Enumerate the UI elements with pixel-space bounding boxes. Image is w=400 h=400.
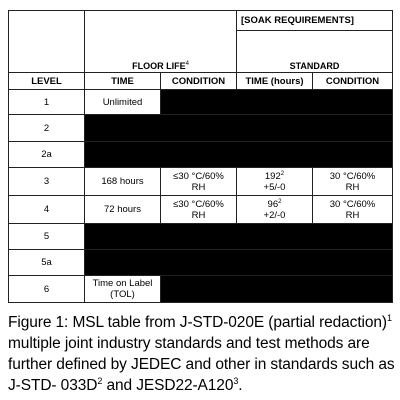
caption-text: . <box>238 377 243 394</box>
redaction-block <box>161 276 393 303</box>
condition-line: 30 °C/60% <box>329 170 376 182</box>
floor-life-header-cell <box>85 11 237 73</box>
level-cell: 5a <box>9 250 85 276</box>
condition-line: 30 °C/60% <box>329 198 376 210</box>
table-row <box>9 115 393 142</box>
floor-life-time-cell: 168 hours <box>85 168 161 196</box>
table-row <box>9 90 393 115</box>
column-header-level: LEVEL <box>9 73 85 90</box>
redaction-block <box>161 90 393 115</box>
column-header-soak-condition: CONDITION <box>313 73 393 90</box>
redaction-block <box>85 250 393 276</box>
redaction-block <box>85 142 393 168</box>
time-line: Time on Label <box>92 278 153 289</box>
level-cell: 6 <box>9 276 85 303</box>
level-cell: 1 <box>9 90 85 115</box>
caption-text: Figure 1: MSL table from J-STD-020E (partial redaction) <box>8 314 387 331</box>
soak-time-footnote: 2 <box>280 170 285 177</box>
level-cell: 4 <box>9 196 85 224</box>
level-cell: 2 <box>9 115 85 142</box>
level-cell: 2a <box>9 142 85 168</box>
soak-time-cell <box>237 168 313 196</box>
caption-footnote: 2 <box>97 375 103 386</box>
table-row <box>9 142 393 168</box>
table-row <box>9 168 393 196</box>
floor-life-condition-cell <box>161 168 237 196</box>
caption-footnote: 3 <box>233 375 239 386</box>
table-header-row <box>9 11 393 31</box>
redaction-block <box>85 224 393 250</box>
level-cell: 5 <box>9 224 85 250</box>
caption-text: multiple joint industry standards and test methods are further defined by JEDEC and other in standards such as J-STD- 033D <box>8 335 395 394</box>
floor-life-time-cell: Unlimited <box>85 90 161 115</box>
soak-time-cell <box>237 196 313 224</box>
table-column-header-row <box>9 73 393 90</box>
soak-condition-cell <box>313 196 393 224</box>
column-header-time-hours: TIME (hours) <box>237 73 313 90</box>
column-header-time: TIME <box>85 73 161 90</box>
msl-table <box>8 10 393 303</box>
level-cell: 3 <box>9 168 85 196</box>
soak-requirements-header-cell <box>237 11 393 31</box>
table-row <box>9 276 393 303</box>
floor-life-footnote: 4 <box>185 60 189 67</box>
soak-time-value: 192 <box>264 170 281 182</box>
table-row <box>9 224 393 250</box>
soak-time-footnote: 2 <box>278 198 282 205</box>
soak-condition-cell <box>313 168 393 196</box>
table-row <box>9 196 393 224</box>
standard-header: STANDARD <box>289 61 340 71</box>
floor-life-condition-cell <box>161 196 237 224</box>
condition-line: ≤30 °C/60% <box>173 198 224 210</box>
floor-life-header: FLOOR LIFE <box>132 61 186 71</box>
redaction-block <box>85 115 393 142</box>
floor-life-time-cell <box>85 276 161 303</box>
soak-time-value: 96 <box>267 198 279 210</box>
soak-requirements-header: [SOAK REQUIREMENTS] <box>241 15 354 26</box>
column-header-condition: CONDITION <box>161 73 237 90</box>
caption-footnote: 1 <box>387 312 392 323</box>
condition-line: RH <box>345 181 360 193</box>
caption-text: and JESD22-A120 <box>102 377 234 394</box>
standard-header-cell <box>237 31 393 73</box>
soak-time-tolerance: +5/-0 <box>263 181 286 193</box>
condition-line: RH <box>191 209 206 221</box>
soak-time-tolerance: +2/-0 <box>263 209 286 221</box>
condition-line: RH <box>345 209 360 221</box>
condition-line: RH <box>191 181 206 193</box>
header-blank-cell <box>9 11 85 73</box>
floor-life-time-cell: 72 hours <box>85 196 161 224</box>
table-row <box>9 250 393 276</box>
time-line: (TOL) <box>110 289 135 300</box>
condition-line: ≤30 °C/60% <box>173 170 224 182</box>
figure-caption <box>8 312 396 396</box>
